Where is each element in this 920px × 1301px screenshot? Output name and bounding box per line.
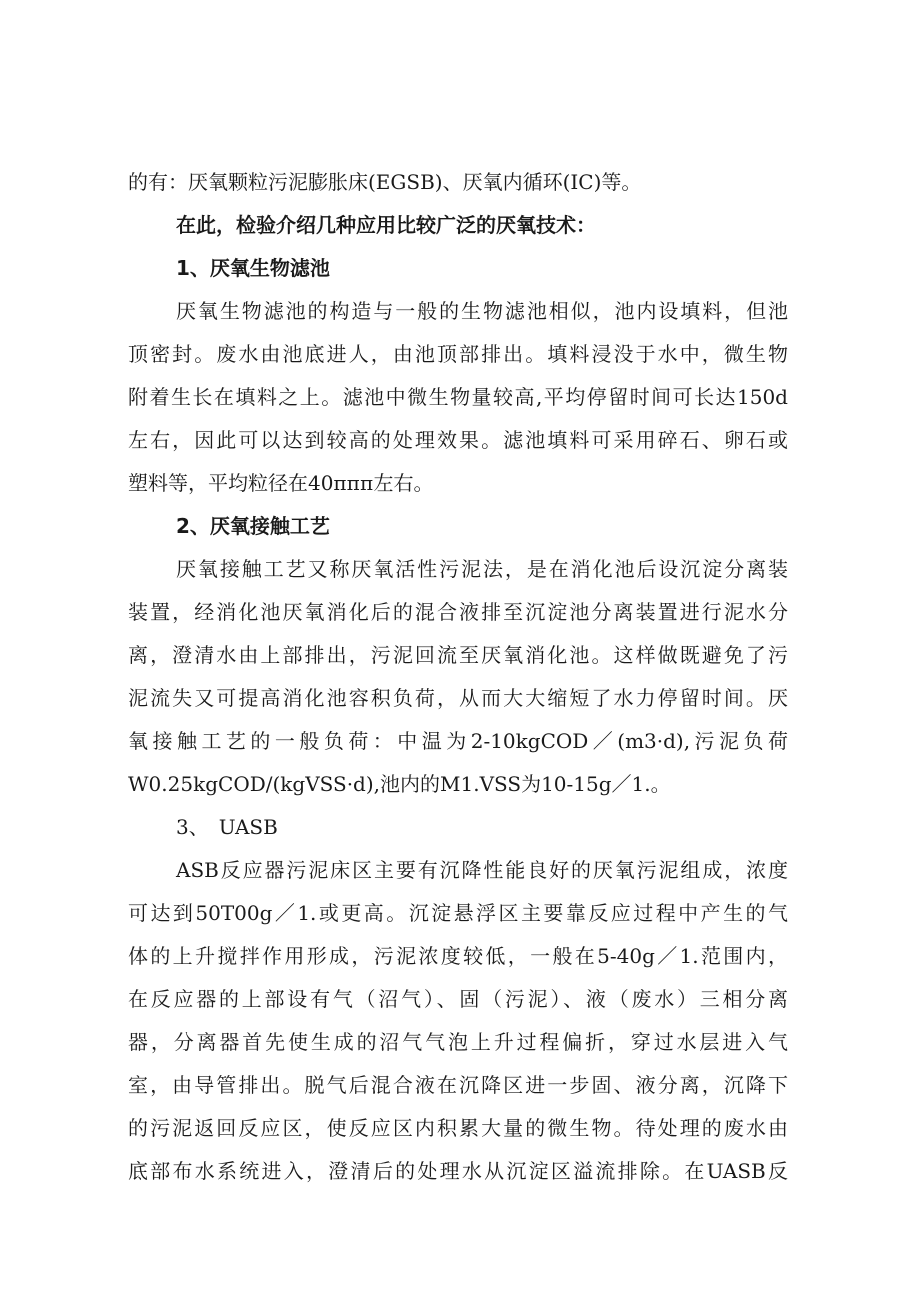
text-line: ASB反应器污泥床区主要有沉降性能良好的厌氧污泥组成，浓度 <box>176 858 788 882</box>
section-heading-1: 1、厌氧生物滤池 <box>176 256 330 280</box>
text-line: 底部布水系统进入，澄清后的处理水从沉淀区溢流排除。在UASB反 <box>128 1159 788 1183</box>
text-line: 可达到50T00g／1.或更高。沉淀悬浮区主要靠反应过程中产生的气 <box>128 901 788 925</box>
text-line: 附着生长在填料之上。滤池中微生物量较高,平均停留时间可长达150d <box>128 385 788 409</box>
text-line: 厌氧生物滤池的构造与一般的生物滤池相似，池内设填料，但池 <box>176 299 788 323</box>
text-line: 厌氧接触工艺又称厌氧活性污泥法，是在消化池后设沉淀分离装 <box>176 557 788 581</box>
text-line: W0.25kgCOD/(kgVSS·d),池内的M1.VSS为10-15g／1.。 <box>128 772 671 796</box>
section-heading-3: 3、 UASB <box>176 815 278 839</box>
text-line: 塑料等，平均粒径在40ппп左右。 <box>128 471 434 495</box>
text-line: 器，分离器首先使生成的沼气气泡上升过程偏折，穿过水层进入气 <box>128 1030 788 1054</box>
text-line: 离，澄清水由上部排出，污泥回流至厌氧消化池。这样做既避免了污 <box>128 643 788 667</box>
intro-heading: 在此，检验介绍几种应用比较广泛的厌氧技术： <box>176 213 596 237</box>
section-heading-2: 2、厌氧接触工艺 <box>176 514 330 538</box>
text-line: 体的上升搅拌作用形成，污泥浓度较低，一般在5-40g／1.范围内， <box>128 944 788 968</box>
text-line: 在反应器的上部设有气（沼气）、固（污泥）、液（废水）三相分离 <box>128 987 788 1011</box>
text-line: 装置，经消化池厌氧消化后的混合液排至沉淀池分离装置进行泥水分 <box>128 600 788 624</box>
text-line: 泥流失又可提高消化池容积负荷，从而大大缩短了水力停留时间。厌 <box>128 686 788 710</box>
text-line: 顶密封。废水由池底进人，由池顶部排出。填料浸没于水中，微生物 <box>128 342 788 366</box>
text-line: 的有：厌氧颗粒污泥膨胀床(EGSB)、厌氧内循环(IC)等。 <box>128 170 642 194</box>
text-line: 室，由导管排出。脱气后混合液在沉降区进一步固、液分离，沉降下 <box>128 1073 788 1097</box>
text-line: 氧接触工艺的一般负荷：中温为2-10kgCOD／(m3·d),污泥负荷 <box>128 729 788 753</box>
text-line: 左右，因此可以达到较高的处理效果。滤池填料可采用碎石、卵石或 <box>128 428 788 452</box>
text-line: 的污泥返回反应区，使反应区内积累大量的微生物。待处理的废水由 <box>128 1116 788 1140</box>
